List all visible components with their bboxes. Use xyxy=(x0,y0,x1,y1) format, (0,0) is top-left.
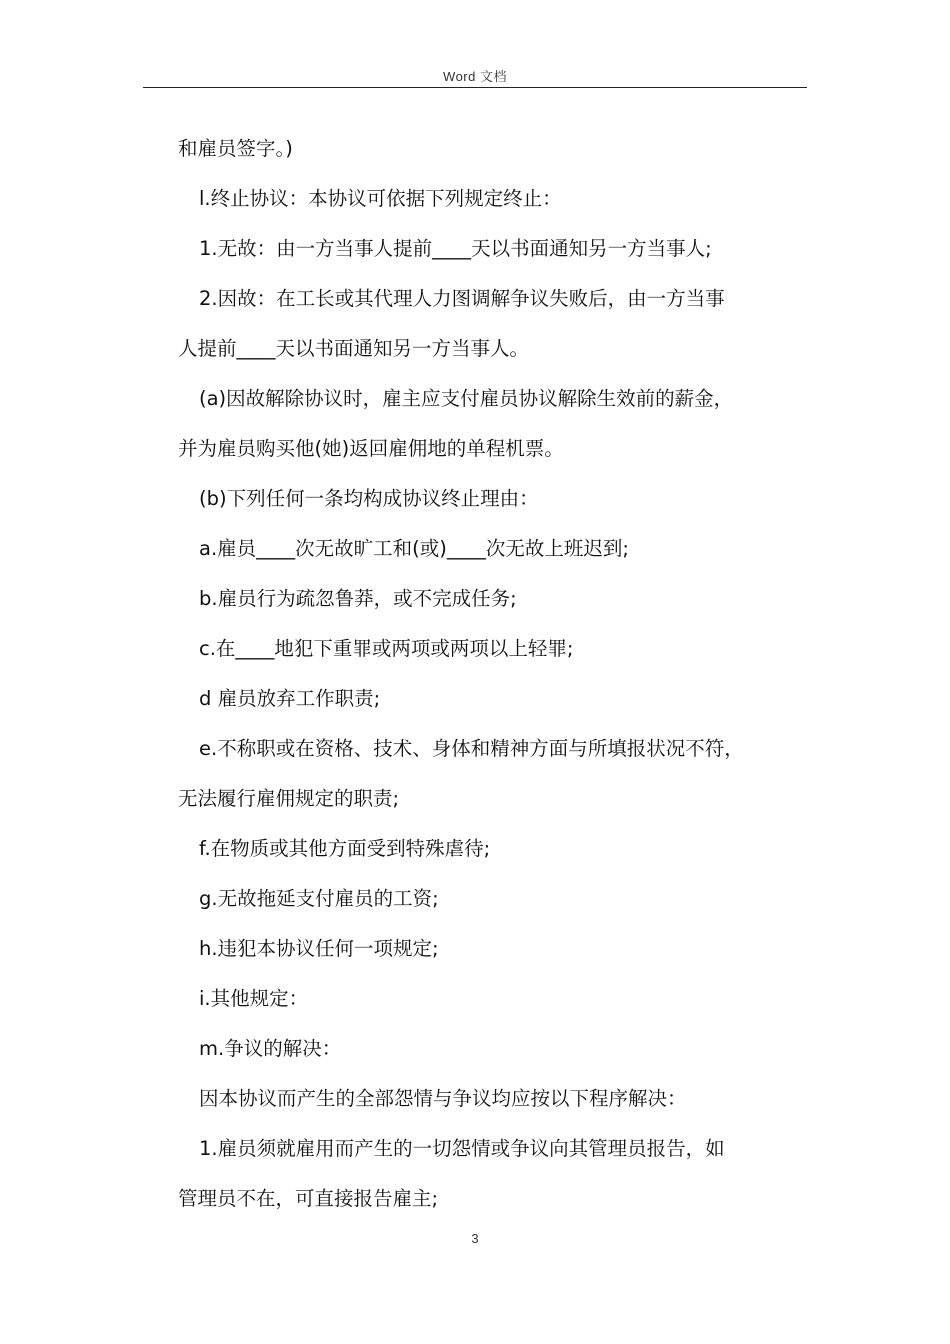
paragraph: l.终止协议：本协议可依据下列规定终止： xyxy=(199,187,562,210)
paragraph: 并为雇员购买他(她)返回雇佣地的单程机票。 xyxy=(178,437,564,460)
paragraph: 无法履行雇佣规定的职责; xyxy=(178,787,400,810)
paragraph: (a)因故解除协议时，雇主应支付雇员协议解除生效前的薪金， xyxy=(199,387,734,410)
page-number: 3 xyxy=(471,1231,479,1246)
paragraph: i.其他规定： xyxy=(199,987,309,1010)
paragraph: m.争议的解决： xyxy=(199,1037,342,1060)
page-header: Word 文档 xyxy=(443,69,507,84)
paragraph: d 雇员放弃工作职责; xyxy=(199,687,381,710)
paragraph: (b)下列任何一条均构成协议终止理由： xyxy=(199,487,539,510)
header-divider xyxy=(143,87,807,88)
paragraph: c.在____地犯下重罪或两项或两项以上轻罪; xyxy=(199,637,574,660)
paragraph: g.无故拖延支付雇员的工资; xyxy=(199,887,439,910)
paragraph: e.不称职或在资格、技术、身体和精神方面与所填报状况不符， xyxy=(199,737,744,760)
paragraph: b.雇员行为疏忽鲁莽，或不完成任务; xyxy=(199,587,517,610)
paragraph: 因本协议而产生的全部怨情与争议均应按以下程序解决： xyxy=(199,1087,687,1110)
paragraph: a.雇员____次无故旷工和(或)____次无故上班迟到; xyxy=(199,537,629,560)
paragraph: 2.因故：在工长或其代理人力图调解争议失败后，由一方当事 xyxy=(199,287,725,310)
paragraph: f.在物质或其他方面受到特殊虐待; xyxy=(199,837,491,860)
paragraph: 人提前____天以书面通知另一方当事人。 xyxy=(178,337,530,360)
paragraph: 和雇员签字。) xyxy=(178,137,293,160)
paragraph: h.违犯本协议任何一项规定; xyxy=(199,937,439,960)
document-body xyxy=(178,124,808,1224)
paragraph: 1.雇员须就雇用而产生的一切怨情或争议向其管理员报告，如 xyxy=(199,1137,725,1160)
paragraph: 1.无故：由一方当事人提前____天以书面通知另一方当事人; xyxy=(199,237,712,260)
paragraph: 管理员不在，可直接报告雇主; xyxy=(178,1187,439,1210)
